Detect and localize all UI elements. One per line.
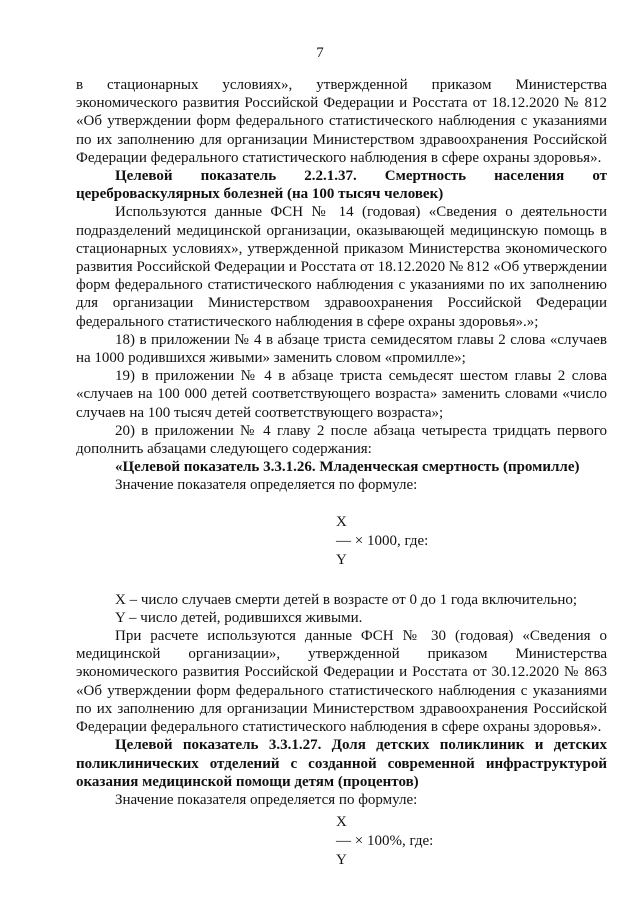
formula-operator: — × 1000, где:	[336, 532, 429, 549]
formula-denominator: Y	[336, 551, 347, 568]
paragraph-item-19: 19) в приложении № 4 в абзаце триста семьдесят шестом главы 2 слова «случаев на 100 000 детей соответствующего возраста» заменить словами «число случаев на 100 тысяч детей соответствующего возраста»;	[76, 368, 607, 421]
paragraph-calculation-source: При расчете используются данные ФСН № 30 (годовая) «Сведения о медицинской организации», утвержденной приказом Министерства экономического развития Российской Федерации и Росстата от 30.12.2020 № 863 «Об утверждении форм федерального статистического наблюдения с указаниями по их заполнению для организации Министерством здравоохранения Российской Федерации федерального статистического наблюдения в сфере охраны здоровья».	[76, 628, 607, 736]
paragraph-continuation: в стационарных условиях», утвержденной приказом Министерства экономического развития Российской Федерации и Росстата от 18.12.2020 № 812 «Об утверждении форм федерального статистического наблюдения с указаниями по их заполнению для организации Министерством здравоохранения Российской Федерации федерального статистического наблюдения в сфере охраны здоровья».	[76, 77, 607, 166]
formula-numerator: X	[336, 513, 347, 530]
heading-indicator-2-2-1-37: Целевой показатель 2.2.1.37. Смертность населения от цереброваскулярных болезней (на 100 тысяч человек)	[76, 168, 607, 203]
formula-clinic-share	[76, 809, 607, 881]
paragraph-item-20: 20) в приложении № 4 главу 2 после абзаца четыреста тридцать первого дополнить абзацами следующего содержания:	[76, 422, 607, 458]
formula-infant-mortality	[76, 495, 607, 591]
paragraph-x-definition: X – число случаев смерти детей в возрасте от 0 до 1 года включительно;	[115, 591, 578, 608]
formula-numerator: X	[336, 814, 347, 831]
paragraph-item-18: 18) в приложении № 4 в абзаце триста семидесятом главы 2 слова «случаев на 1000 родившихся живыми» заменить словом «промилле»;	[76, 331, 607, 367]
paragraph-data-source: Используются данные ФСН № 14 (годовая) «Сведения о деятельности подразделений медицинской организации, оказывающей медицинскую помощь в стационарных условиях», утвержденной приказом Министерства экономического развития Российской Федерации и Росстата от 18.12.2020 № 812 «Об утверждении форм федерального статистического наблюдения с указаниями по их заполнению для организации Министерством здравоохранения Российской Федерации федерального статистического наблюдения в сфере охраны здоровья».»;	[76, 204, 607, 330]
document-body	[76, 76, 607, 881]
paragraph-formula-intro-2: Значение показателя определяется по формуле:	[115, 791, 418, 808]
page-number: 7	[316, 45, 324, 61]
formula-operator: — × 100%, где:	[336, 833, 434, 850]
heading-indicator-3-3-1-27: Целевой показатель 3.3.1.27. Доля детских поликлиник и детских поликлинических отделений с созданной современной инфраструктурой оказания медицинской помощи детям (процентов)	[76, 737, 607, 790]
heading-indicator-3-3-1-26: «Целевой показатель 3.3.1.26. Младенческая смертность (промилле)	[115, 459, 580, 476]
paragraph-y-definition: Y – число детей, родившихся живыми.	[115, 609, 363, 626]
formula-denominator: Y	[336, 852, 347, 869]
paragraph-formula-intro-1: Значение показателя определяется по формуле:	[115, 477, 418, 494]
